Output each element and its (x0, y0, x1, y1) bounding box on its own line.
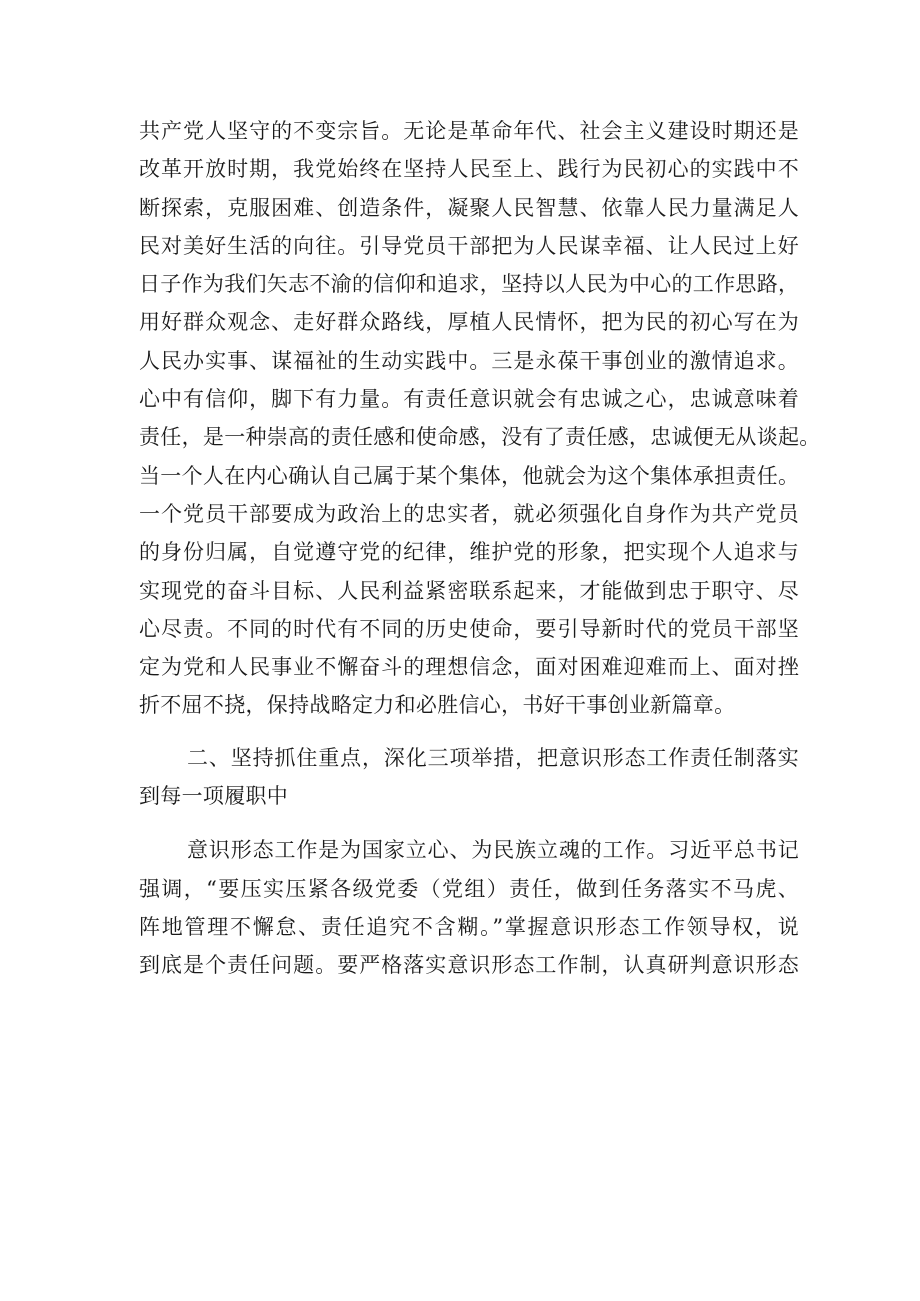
text-line: 实现党的奋斗目标、人民利益紧密联系起来，才能做到忠于职守、尽 (139, 578, 799, 603)
text-line: 日子作为我们矢志不渝的信仰和追求，坚持以人民为中心的工作思路， (139, 272, 800, 297)
heading-line: 到每一项履职中 (139, 784, 289, 809)
heading-line: 二、坚持抓住重点，深化三项举措，把意识形态工作责任制落实 (187, 745, 799, 770)
text-line: 意识形态工作是为国家立心、为民族立魂的工作。习近平总书记 (187, 838, 799, 863)
text-line: 当一个人在内心确认自己属于某个集体，他就会为这个集体承担责任。 (139, 463, 800, 488)
text-line: 一个党员干部要成为政治上的忠实者，就必须强化自身作为共产党员 (139, 501, 799, 526)
text-line: 的身份归属，自觉遵守党的纪律，维护党的形象，把实现个人追求与 (139, 540, 799, 565)
text-line: 强调，“要压实压紧各级党委（党组）责任，做到任务落实不马虎、 (139, 876, 799, 901)
text-line: 改革开放时期，我党始终在坚持人民至上、践行为民初心的实践中不 (139, 157, 799, 182)
text-line: 到底是个责任问题。要严格落实意识形态工作制，认真研判意识形态 (139, 953, 799, 978)
text-line: 折不屈不挠，保持战略定力和必胜信心，书好干事创业新篇章。 (139, 693, 736, 718)
paragraph-gap (139, 815, 799, 831)
text-line: 责任，是一种崇高的责任感和使命感，没有了责任感，忠诚便无从谈起。 (139, 425, 821, 450)
text-line: 用好群众观念、走好群众路线，厚植人民情怀，把为民的初心写在为 (139, 310, 799, 335)
text-line: 阵地管理不懈怠、责任追究不含糊。”掌握意识形态工作领导权，说 (139, 914, 799, 939)
text-line: 民对美好生活的向往。引导党员干部把为人民谋幸福、让人民过上好 (139, 233, 799, 258)
text-line: 心尽责。不同的时代有不同的历史使命，要引导新时代的党员干部坚 (139, 616, 799, 641)
text-line: 定为党和人民事业不懈奋斗的理想信念，面对困难迎难而上、面对挫 (139, 655, 799, 680)
text-line: 人民办实事、谋福祉的生动实践中。三是永葆干事创业的激情追求。 (139, 348, 799, 373)
section-heading (139, 739, 799, 816)
document-body (139, 112, 821, 985)
text-line: 共产党人坚守的不变宗旨。无论是革命年代、社会主义建设时期还是 (139, 119, 799, 143)
text-line: 心中有信仰，脚下有力量。有责任意识就会有忠诚之心，忠诚意味着 (139, 387, 799, 412)
text-line: 断探索，克服困难、创造条件，凝聚人民智慧、依靠人民力量满足人 (139, 195, 799, 220)
paragraph-gap (139, 725, 799, 739)
paragraph (139, 831, 799, 984)
paragraph-continuation (139, 112, 821, 725)
